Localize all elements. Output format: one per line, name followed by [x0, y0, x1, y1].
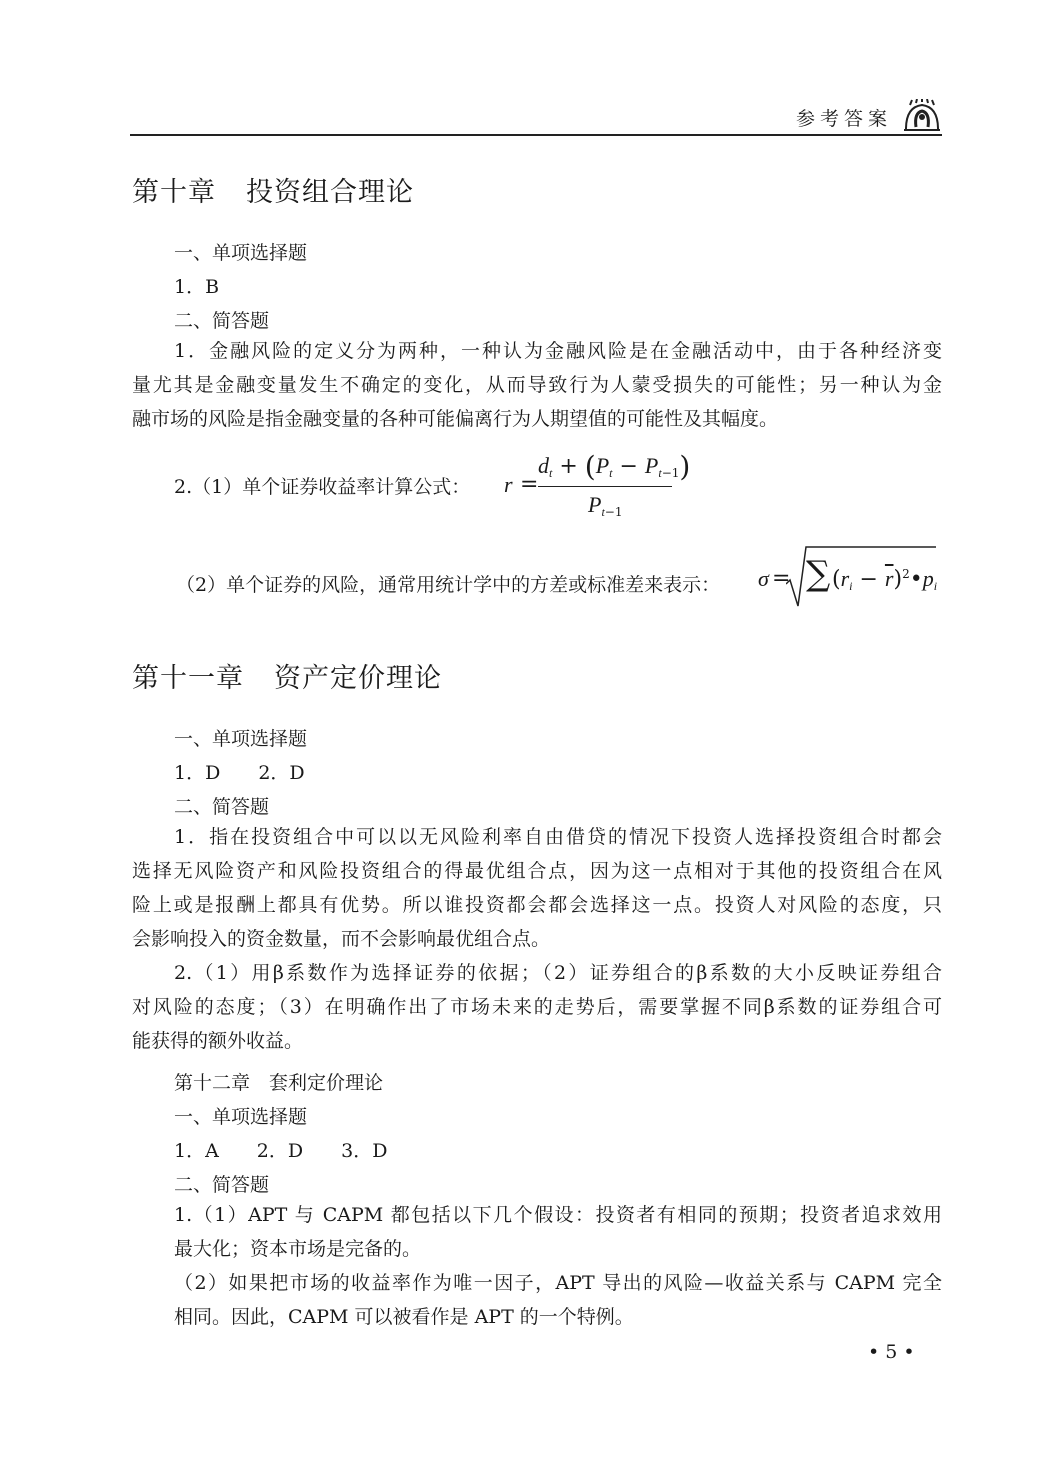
ch10-q1-line-2: 量尤其是金融变量发生不确定的变化，从而导致行为人蒙受损失的可能性；另一种认为金 — [132, 374, 942, 396]
header-rule — [130, 134, 942, 136]
ch12-q1-line-1: 1.（1）APT 与 CAPM 都包括以下几个假设：投资者有相同的预期；投资者追求效用 — [174, 1204, 942, 1226]
chapter-10-heading — [132, 170, 414, 209]
ch11-section2-heading: 二、简答题 — [174, 796, 270, 818]
ch12-section1-answers: 1．A 2．D 3．D — [174, 1140, 388, 1162]
running-header: 参考答案 — [795, 108, 892, 130]
ch11-q1-paragraph — [132, 820, 942, 956]
ch12-q1-line-2: 最大化；资本市场是完备的。 — [174, 1238, 422, 1260]
chapter-11-heading — [132, 656, 442, 695]
ch10-q1-paragraph — [132, 334, 942, 436]
ch11-section1-heading: 一、单项选择题 — [174, 728, 308, 750]
ch11-q2-line-1: 2.（1）用β系数作为选择证券的依据；（2）证券组合的β系数的大小反映证券组合 — [174, 962, 942, 984]
ch11-section1-answers: 1．D 2．D — [174, 762, 305, 784]
chapter-10-title: 投资组合理论 — [246, 177, 414, 208]
ch10-section1-heading: 一、单项选择题 — [174, 242, 308, 264]
ch12-q1-paragraph — [174, 1198, 942, 1266]
ch10-q1-line-1: 1．金融风险的定义分为两种，一种认为金融风险是在金融活动中，由于各种经济变 — [174, 340, 942, 362]
ch10-q2-part1-text: 2.（1）单个证券收益率计算公式： — [174, 476, 471, 498]
ch11-q1-line-3: 险上或是报酬上都具有优势。所以谁投资都会都会选择这一点。投资人对风险的态度，只 — [132, 894, 942, 916]
publisher-logo-icon — [902, 99, 942, 133]
chapter-11-number: 第十一章 — [132, 663, 244, 694]
ch12-q2-line-2: 相同。因此，CAPM 可以被看作是 APT 的一个特例。 — [174, 1306, 634, 1328]
ch11-q1-line-4: 会影响投入的资金数量，而不会影响最优组合点。 — [132, 928, 551, 950]
ch10-section1-answers: 1．B — [174, 276, 220, 298]
ch11-q2-line-3: 能获得的额外收益。 — [132, 1030, 304, 1052]
ch11-q1-line-1: 1．指在投资组合中可以以无风险利率自由借贷的情况下投资人选择投资组合时都会 — [174, 826, 942, 848]
ch10-q2-part2-text: （2）单个证券的风险，通常用统计学中的方差或标准差来表示： — [176, 574, 721, 596]
ch10-q1-line-3: 融市场的风险是指金融变量的各种可能偏离行为人期望值的可能性及其幅度。 — [132, 408, 779, 430]
ch11-q2-paragraph — [132, 956, 942, 1058]
ch12-q2-paragraph — [174, 1266, 942, 1334]
ch12-q2-line-1: （2）如果把市场的收益率作为唯一因子，APT 导出的风险—收益关系与 CAPM 完全 — [174, 1272, 942, 1294]
ch10-section2-heading: 二、简答题 — [174, 310, 270, 332]
chapter-12-heading: 第十二章 套利定价理论 — [174, 1072, 384, 1094]
ch11-q1-line-2: 选择无风险资产和风险投资组合的得最优组合点，因为这一点相对于其他的投资组合在风 — [132, 860, 942, 882]
risk-formula: σ = ∑ ($r_i$ − $\overline{r})^2•p_i$ — [758, 544, 938, 608]
ch12-section1-heading: 一、单项选择题 — [174, 1106, 308, 1128]
chapter-10-number: 第十章 — [132, 177, 216, 208]
ch11-q2-line-2: 对风险的态度；（3）在明确作出了市场未来的走势后，需要掌握不同β系数的证券组合可 — [132, 996, 942, 1018]
ch12-section2-heading: 二、简答题 — [174, 1174, 270, 1196]
chapter-11-title: 资产定价理论 — [274, 663, 442, 694]
page-number: • 5 • — [868, 1341, 915, 1363]
